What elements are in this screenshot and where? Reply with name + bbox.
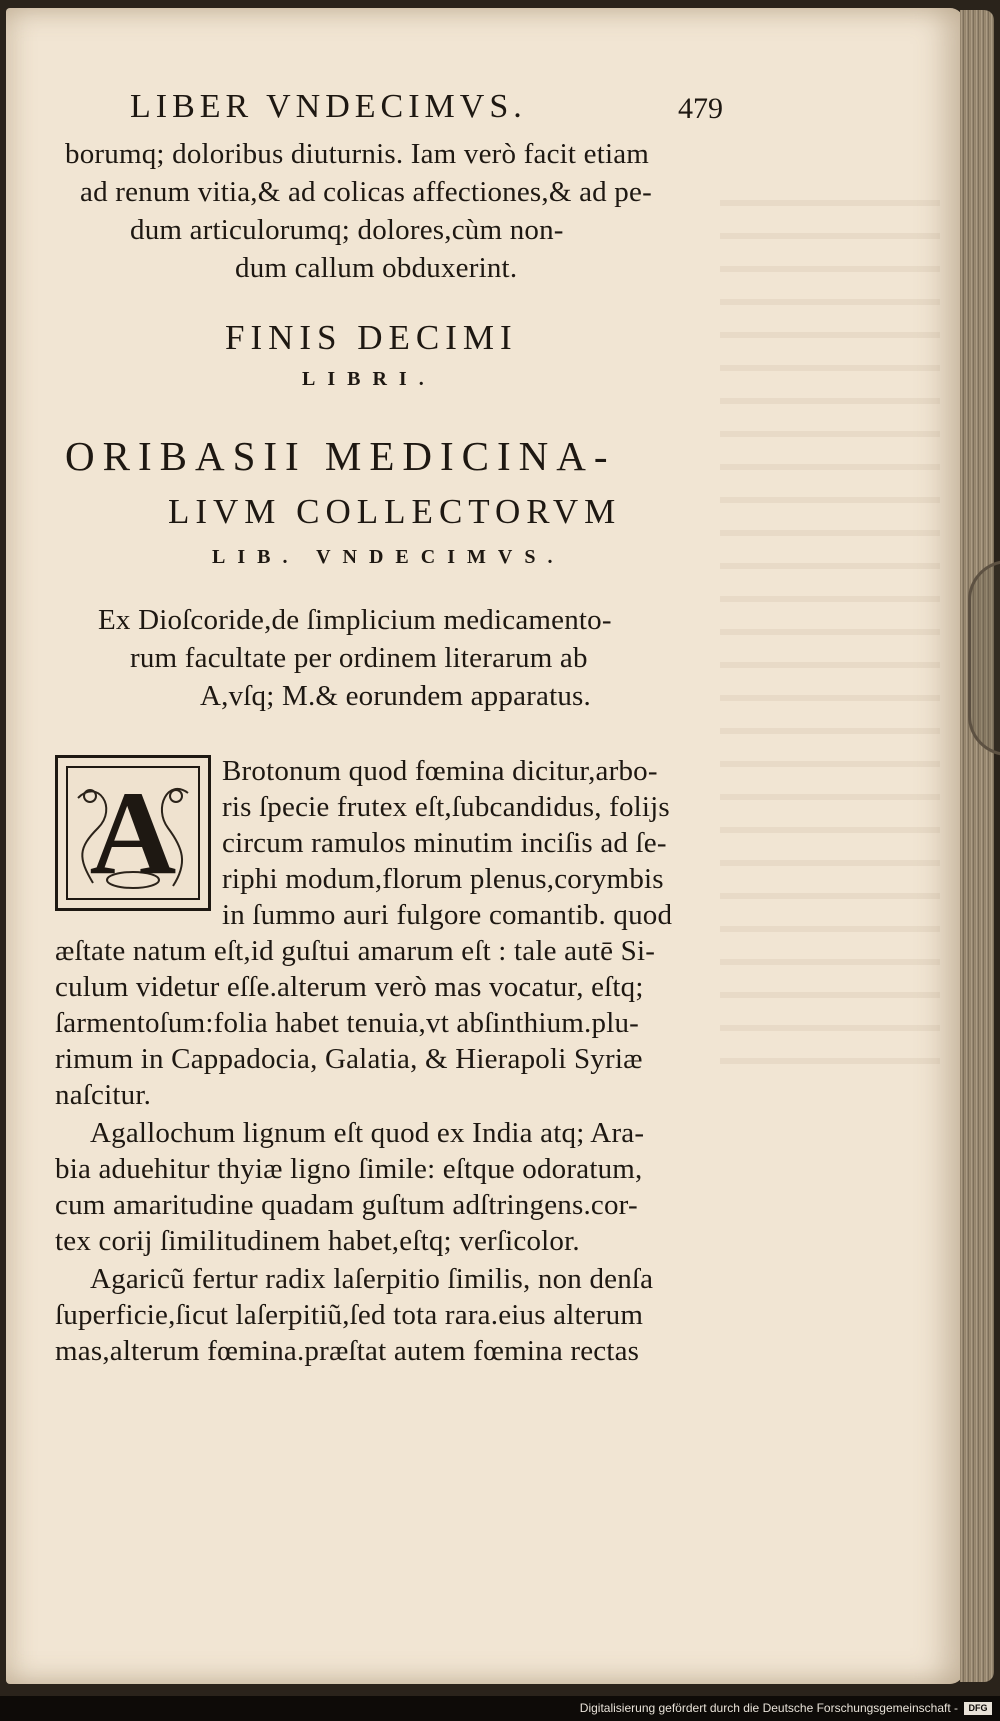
show-through-bleed	[720, 200, 940, 1080]
subtitle-line: Ex Dioſcoride,de ſimplicium medicamento-	[98, 604, 612, 636]
paragraph-line: ris ſpecie frutex eſt,ſubcandidus, folijs	[222, 791, 670, 823]
paragraph-line: naſcitur.	[55, 1079, 152, 1111]
decorated-initial	[55, 755, 211, 911]
paragraph-line: cum amaritudine quadam guſtum adſtringens.cor-	[55, 1189, 638, 1221]
book-clasp	[968, 560, 1000, 756]
funding-text: Digitalisierung gefördert durch die Deutsche Forschungsgemeinschaft -	[579, 1701, 958, 1715]
paragraph-line: riphi modum,florum plenus,corymbis	[222, 863, 664, 895]
paragraph-line: Agallochum lignum eſt quod ex India atq; Ara-	[90, 1117, 645, 1149]
dfg-logo-icon: DFG	[964, 1702, 992, 1715]
page-number: 479	[678, 92, 723, 125]
subtitle-line: rum facultate per ordinem literarum ab	[130, 642, 588, 674]
funding-footer	[0, 1696, 1000, 1721]
running-head: LIBER VNDECIMVS.	[130, 88, 527, 125]
intro-line: dum callum obduxerint.	[235, 252, 518, 284]
paragraph-line: ſuperficie,ſicut laſerpitiũ,ſed tota rara.eius alterum	[55, 1299, 644, 1331]
initial-letter: A	[89, 766, 177, 899]
intro-line: borumq; doloribus diuturnis. Iam verò facit etiam	[65, 138, 650, 170]
intro-line: ad renum vitia,& ad colicas affectiones,& ad pe-	[80, 176, 652, 208]
paragraph-line: Agaricũ fertur radix laſerpitio ſimilis, non denſa	[90, 1263, 654, 1295]
intro-line: dum articulorumq; dolores,cùm non-	[130, 214, 564, 246]
paragraph-line: bia aduehitur thyiæ ligno ſimile: eſtque odoratum,	[55, 1153, 643, 1185]
book-title-line-2: LIVM COLLECTORVM	[168, 492, 622, 531]
paragraph-line: in ſummo auri fulgore comantib. quod	[222, 899, 673, 931]
paragraph-line: ſarmentoſum:folia habet tenuia,vt abſinthium.plu-	[55, 1007, 640, 1039]
paragraph-line: æſtate natum eſt,id guſtui amarum eſt : tale autē Si-	[55, 935, 656, 967]
page-fore-edge	[960, 10, 994, 1682]
subtitle-line: A,vſq; M.& eorundem apparatus.	[200, 680, 591, 712]
paragraph-line: circum ramulos minutim inciſis ad ſe-	[222, 827, 667, 859]
finis-line-1: FINIS DECIMI	[225, 318, 518, 357]
book-title-line-1: ORIBASII MEDICINA-	[65, 433, 616, 479]
finis-line-2: LIBRI.	[302, 368, 436, 390]
paragraph-line: tex corij ſimilitudinem habet,eſtq; verſicolor.	[55, 1225, 580, 1257]
book-title-line-3: LIB. VNDECIMVS.	[212, 546, 565, 568]
paragraph-line: culum videtur eſſe.alterum verò mas vocatur, eſtq;	[55, 971, 644, 1003]
paragraph-line: Brotonum quod fœmina dicitur,arbo-	[222, 755, 658, 787]
paragraph-line: rimum in Cappadocia, Galatia, & Hierapoli Syriæ	[55, 1043, 643, 1075]
paragraph-line: mas,alterum fœmina.præſtat autem fœmina rectas	[55, 1335, 640, 1367]
